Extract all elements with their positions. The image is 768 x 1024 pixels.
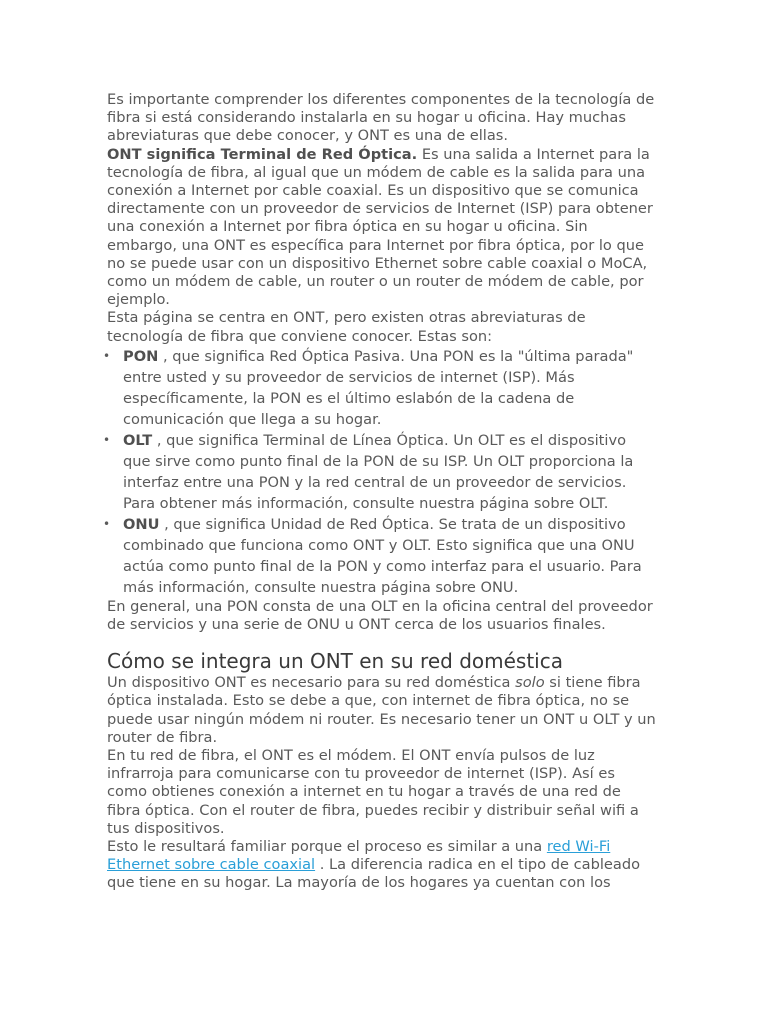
home-p3-before: Esto le resultará familiar porque el proceso es similar a una	[107, 838, 547, 856]
list-item-onu	[123, 514, 657, 598]
home-p1-after: si tiene fibra óptica instalada. Esto se debe a que, con internet de fibra óptica, no se puede usar ningún módem ni router. Es necesario tener un ONT u OLT y un router de fibra.	[107, 674, 656, 746]
term-onu: ONU	[123, 515, 160, 533]
home-p1-before: Un dispositivo ONT es necesario para su red doméstica	[107, 674, 516, 692]
abbreviations-list	[87, 346, 657, 598]
article-body	[107, 91, 657, 893]
ont-definition-text: Es una salida a Internet para la tecnología de fibra, al igual que un módem de cable es la salida para una conexión a Internet por cable coaxial. Es un dispositivo que se comunica directamente con un proveedor de servicios de Internet (ISP) para obtener una conexión a Internet por fibra óptica en su hogar u oficina. Sin embargo, una ONT es específica para Internet por fibra óptica, por lo que no se puede usar con un dispositivo Ethernet sobre cable coaxial o MoCA, como un módem de cable, un router o un router de módem de cable, por ejemplo.	[107, 145, 653, 309]
list-item-pon	[123, 346, 657, 430]
section-heading: Cómo se integra un ONT en su red doméstica	[107, 649, 563, 674]
home-p3-after: . La diferencia radica en el tipo de cableado que tiene en su hogar. La mayoría de los hogares ya cuentan con los	[107, 856, 641, 892]
general-paragraph: En general, una PON consta de una OLT en la oficina central del proveedor de servicios y una serie de ONU u ONT cerca de los usuarios finales.	[107, 597, 653, 634]
home-p1-emphasis: solo	[515, 674, 545, 692]
desc-onu: , que significa Unidad de Red Óptica. Se trata de un dispositivo combinado que funciona como ONT y OLT. Esto significa que una ONU actúa como punto final de la PON y como interfaz para el usuario. Para más información, consulte nuestra página sobre ONU.	[123, 515, 642, 596]
desc-pon: , que significa Red Óptica Pasiva. Una PON es la "última parada" entre usted y su proveedor de servicios de internet (ISP). Más específicamente, la PON es el último eslabón de la cadena de comunicación que llega a su hogar.	[123, 347, 634, 428]
ont-definition-bold: ONT significa Terminal de Red Óptica.	[107, 145, 418, 163]
list-item-olt	[123, 430, 657, 514]
desc-olt: , que significa Terminal de Línea Óptica. Un OLT es el dispositivo que sirve como punto final de la PON de su ISP. Un OLT proporciona la interfaz entre una PON y la red central de un proveedor de servicios. Para obtener más información, consulte nuestra página sobre OLT.	[123, 431, 634, 512]
ont-definition-paragraph	[107, 146, 657, 310]
home-network-paragraph-3	[107, 838, 657, 893]
term-olt: OLT	[123, 431, 153, 449]
home-network-paragraph-1	[107, 674, 657, 747]
abbreviations-intro: Esta página se centra en ONT, pero existen otras abreviaturas de tecnología de fibra que conviene conocer. Estas son:	[107, 309, 586, 345]
home-network-paragraph-2: En tu red de fibra, el ONT es el módem. El ONT envía pulsos de luz infrarroja para comunicarse con tu proveedor de internet (ISP). Así es como obtienes conexión a internet en tu hogar a través de una red de fibra óptica. Con el router de fibra, puedes recibir y distribuir señal wifi a tus dispositivos.	[107, 747, 639, 837]
intro-paragraph: Es importante comprender los diferentes componentes de la tecnología de fibra si está considerando instalarla en su hogar u oficina. Hay muchas abreviaturas que debe conocer, y ONT es una de ellas.	[107, 91, 655, 145]
wifi-coax-link[interactable]: red Wi-Fi Ethernet sobre cable coaxial	[107, 838, 611, 874]
term-pon: PON	[123, 347, 159, 365]
